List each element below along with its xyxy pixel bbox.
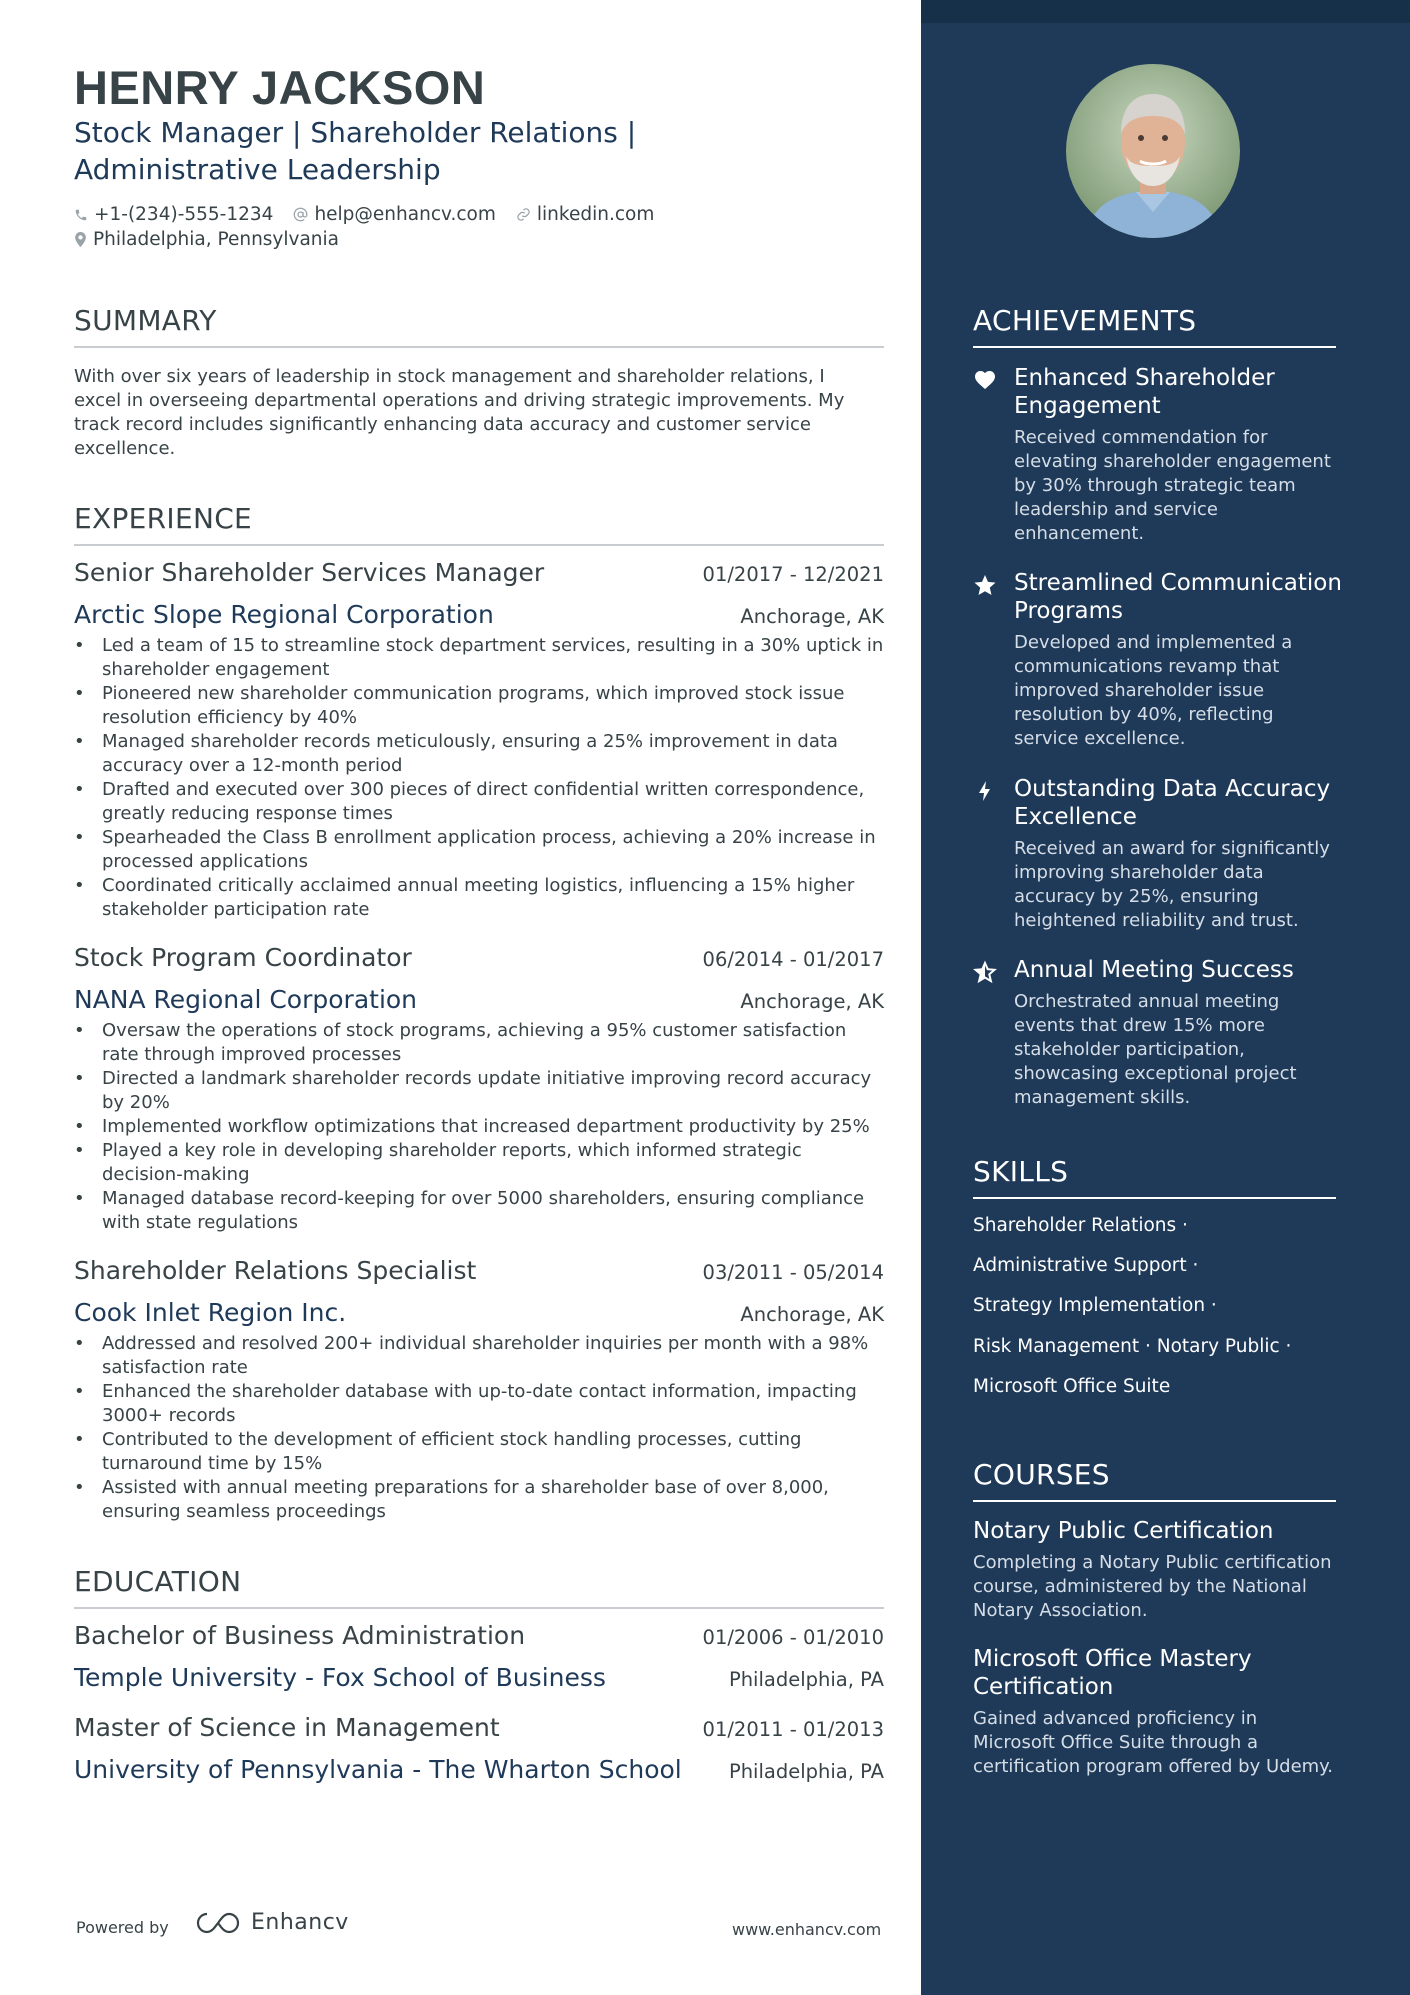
powered-by-label: Powered by (76, 1918, 169, 1937)
education-entry (74, 1621, 884, 1699)
linkedin-contact[interactable] (516, 204, 654, 225)
enhancv-logo-icon (195, 1911, 241, 1935)
job-location: Anchorage, AK (740, 605, 884, 628)
course-item (973, 1517, 1336, 1623)
footer-url[interactable]: www.enhancv.com (732, 1920, 882, 1939)
job-entry (74, 558, 884, 922)
candidate-name: HENRY JACKSON (74, 61, 486, 114)
location-pin-icon (74, 232, 87, 247)
job-entry (74, 1256, 884, 1524)
job-role: Senior Shareholder Services Manager (74, 558, 545, 587)
star-icon (973, 573, 997, 597)
avatar-image (1066, 64, 1240, 238)
summary-heading: SUMMARY (74, 304, 884, 348)
title-line: Administrative Leadership (74, 153, 441, 186)
course-desc: Completing a Notary Public certification course, administered by the National Notary Association. (973, 1552, 1332, 1621)
email-text: help@enhancv.com (314, 204, 496, 225)
skill-item: Strategy Implementation · (973, 1295, 1217, 1316)
job-company: Cook Inlet Region Inc. (74, 1298, 347, 1327)
email-contact[interactable] (293, 204, 495, 225)
bullet-item: • Managed database record-keeping for over 5000 shareholders, ensuring compliance with state regulations (74, 1187, 884, 1235)
school-location: Philadelphia, PA (728, 1668, 884, 1691)
bullet-item: • Enhanced the shareholder database with up-to-date contact information, impacting 3000+ records (74, 1380, 884, 1428)
lightning-icon (973, 779, 997, 803)
bullet-item: • Oversaw the operations of stock programs, achieving a 95% customer satisfaction rate through improved processes (74, 1019, 884, 1067)
bullet-item: • Spearheaded the Class B enrollment application process, achieving a 20% increase in processed applications (74, 826, 884, 874)
job-dates: 03/2011 - 05/2014 (702, 1261, 884, 1284)
job-dates: 01/2017 - 12/2021 (702, 563, 884, 586)
school-name: University of Pennsylvania - The Wharton School (74, 1755, 682, 1784)
skill-item: Shareholder Relations · (973, 1215, 1188, 1236)
bullet-item: • Directed a landmark shareholder records update initiative improving record accuracy by 20% (74, 1067, 884, 1115)
skills-heading: SKILLS (973, 1155, 1336, 1199)
enhancv-logo[interactable] (195, 1910, 349, 1935)
bullet-item: • Contributed to the development of efficient stock handling processes, cutting turnaround time by 15% (74, 1428, 884, 1476)
achievement-desc: Received an award for significantly improving shareholder data accuracy by 25%, ensuring heightened reliability and trust. (1014, 838, 1330, 931)
achievement-desc: Received commendation for elevating shareholder engagement by 30% through strategic team leadership and service enhancement. (1014, 427, 1331, 544)
bullet-item: • Led a team of 15 to streamline stock department services, resulting in a 30% uptick in shareholder engagement (74, 634, 884, 682)
profile-photo (1066, 64, 1240, 238)
bullet-item: • Coordinated critically acclaimed annual meeting logistics, influencing a 15% higher stakeholder participation rate (74, 874, 884, 922)
skill-item: Risk Management · Notary Public · (973, 1336, 1292, 1357)
phone-contact[interactable] (74, 204, 273, 225)
courses-heading: COURSES (973, 1458, 1336, 1502)
contact-info (74, 202, 674, 252)
achievement-item (973, 569, 1343, 751)
job-location: Anchorage, AK (740, 1303, 884, 1326)
location-text: Philadelphia, Pennsylvania (93, 229, 340, 250)
bullet-item: • Managed shareholder records meticulously, ensuring a 25% improvement in data accuracy over a 12-month period (74, 730, 884, 778)
job-role: Shareholder Relations Specialist (74, 1256, 477, 1285)
star-outline-icon (973, 960, 997, 984)
job-company: NANA Regional Corporation (74, 985, 418, 1014)
bullet-item: • Implemented workflow optimizations that increased department productivity by 25% (74, 1115, 884, 1139)
education-dates: 01/2011 - 01/2013 (702, 1718, 884, 1741)
course-title: Notary Public Certification (973, 1518, 1274, 1544)
job-location: Anchorage, AK (740, 990, 884, 1013)
job-bullets (74, 1332, 884, 1524)
location-contact (74, 229, 339, 250)
achievements-heading: ACHIEVEMENTS (973, 304, 1336, 348)
job-dates: 06/2014 - 01/2017 (702, 948, 884, 971)
job-company: Arctic Slope Regional Corporation (74, 600, 494, 629)
candidate-title (74, 114, 714, 188)
sidebar-top-bar (921, 0, 1410, 23)
link-icon (516, 207, 531, 222)
school-location: Philadelphia, PA (728, 1760, 884, 1783)
summary-text: With over six years of leadership in stock management and shareholder relations, I excel in overseeing departmental operations and driving strategic improvements. My track record includes significantly enhancing data accuracy and customer service excellence. (74, 366, 845, 459)
phone-text: +1-(234)-555-1234 (94, 204, 274, 225)
education-heading: EDUCATION (74, 1565, 884, 1609)
job-entry (74, 943, 884, 1235)
heart-icon (973, 368, 997, 392)
achievement-title: Enhanced Shareholder Engagement (1014, 365, 1275, 419)
bullet-item: • Drafted and executed over 300 pieces of direct confidential written correspondence, greatly reducing response times (74, 778, 884, 826)
bullet-item: • Played a key role in developing shareholder reports, which informed strategic decision-making (74, 1139, 884, 1187)
brand-name: Enhancv (251, 1910, 349, 1935)
linkedin-text: linkedin.com (536, 204, 655, 225)
course-desc: Gained advanced proficiency in Microsoft Office Suite through a certification program offered by Udemy. (973, 1708, 1333, 1777)
degree: Master of Science in Management (74, 1713, 500, 1742)
at-icon (293, 207, 308, 222)
course-item (973, 1645, 1336, 1779)
bullet-item: • Pioneered new shareholder communication programs, which improved stock issue resolution efficiency by 40% (74, 682, 884, 730)
achievement-title: Outstanding Data Accuracy Excellence (1014, 776, 1331, 830)
achievement-desc: Orchestrated annual meeting events that drew 15% more stakeholder participation, showcasing exceptional project management skills. (1014, 991, 1297, 1108)
achievement-desc: Developed and implemented a communications revamp that improved shareholder issue resolution by 40%, reflecting service excellence. (1014, 632, 1293, 749)
skill-item: Administrative Support · (973, 1255, 1199, 1276)
skill-item: Microsoft Office Suite (973, 1376, 1171, 1397)
achievement-item (973, 775, 1343, 933)
achievement-item (973, 956, 1343, 1110)
course-title: Microsoft Office Mastery Certification (973, 1646, 1252, 1700)
school-name: Temple University - Fox School of Business (74, 1663, 606, 1692)
education-entry (74, 1713, 884, 1791)
achievement-title: Annual Meeting Success (1014, 957, 1294, 983)
bullet-item: • Assisted with annual meeting preparations for a shareholder base of over 8,000, ensuring seamless proceedings (74, 1476, 884, 1524)
bullet-item: • Addressed and resolved 200+ individual shareholder inquiries per month with a 98% satisfaction rate (74, 1332, 884, 1380)
achievement-item (973, 364, 1343, 546)
experience-heading: EXPERIENCE (74, 502, 884, 546)
title-line: Stock Manager | Shareholder Relations | (74, 116, 637, 149)
achievement-title: Streamlined Communication Programs (1014, 570, 1342, 624)
degree: Bachelor of Business Administration (74, 1621, 526, 1650)
education-dates: 01/2006 - 01/2010 (702, 1626, 884, 1649)
phone-icon (74, 208, 88, 222)
job-role: Stock Program Coordinator (74, 943, 412, 972)
job-bullets (74, 634, 884, 922)
job-bullets (74, 1019, 884, 1235)
